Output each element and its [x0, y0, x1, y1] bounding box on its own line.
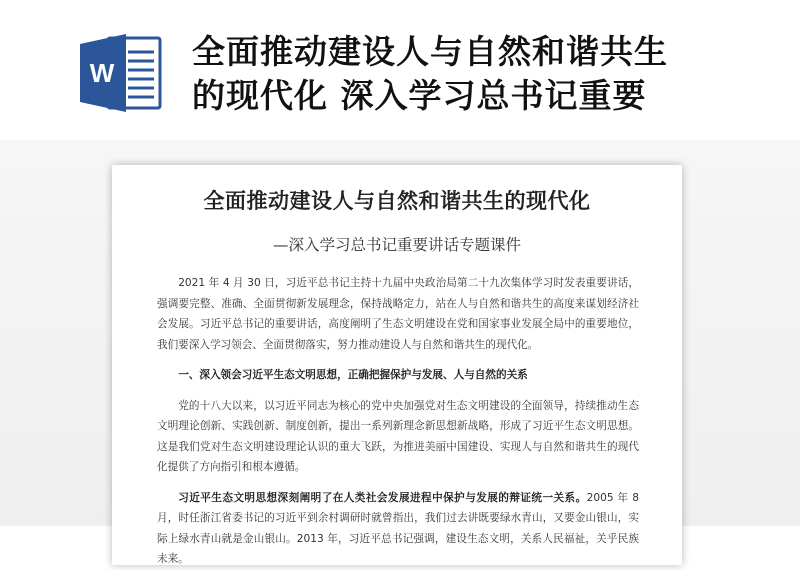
document-subtitle: —深入学习总书记重要讲话专题课件	[272, 236, 521, 254]
paragraph	[157, 488, 639, 570]
banner	[0, 0, 800, 140]
section-heading: 一、深入领会习近平生态文明思想，正确把握保护与发展、人与自然的关系	[178, 369, 528, 381]
banner-title-line1: 全面推动建设人与自然和谐共生	[192, 32, 668, 71]
paragraph-text: 2005 年 8 月，时任浙江省委书记的习近平到余村调研时就曾指出，我们过去讲既要绿水青山，又要金山银山，实际上绿水青山就是金山银山。2013 年，习近平总书记强调，建设生态文明，关系人民福祉，关乎民族未来。	[157, 491, 640, 565]
document-title: 全面推动建设人与自然和谐共生的现代化	[203, 189, 591, 213]
document-page	[112, 165, 682, 565]
banner-title	[192, 30, 792, 118]
paragraph: 党的十八大以来，以习近平同志为核心的党中央加强党对生态文明建设的全面领导，持续推动生态文明理论创新、实践创新、制度创新，提出一系列新理念新思想新战略，形成了习近平生态文明思想。这是我们党对生态文明建设理论认识的重大飞跃，为推进美丽中国建设、实现人与自然和谐共生的现代化提供了方向指引和根本遵循。	[157, 399, 639, 473]
paragraph-bold-lead: 习近平生态文明思想深刻阐明了在人类社会发展进程中保护与发展的辩证统一关系。	[178, 491, 587, 504]
document-body	[157, 273, 639, 570]
word-document-icon	[78, 30, 164, 114]
word-icon-letter: W	[89, 58, 115, 88]
paragraph: 2021 年 4 月 30 日，习近平总书记主持十九届中央政治局第二十九次集体学习时发表重要讲话，强调要完整、准确、全面贯彻新发展理念，保持战略定力，站在人与自然和谐共生的高度来谋划经济社会发展。习近平总书记的重要讲话，高度阐明了生态文明建设在党和国家事业发展全局中的重要地位，我们要深入学习领会、全面贯彻落实，努力推动建设人与自然和谐共生的现代化。	[157, 277, 639, 351]
banner-title-line2: 的现代化 深入学习总书记重要	[192, 76, 647, 115]
